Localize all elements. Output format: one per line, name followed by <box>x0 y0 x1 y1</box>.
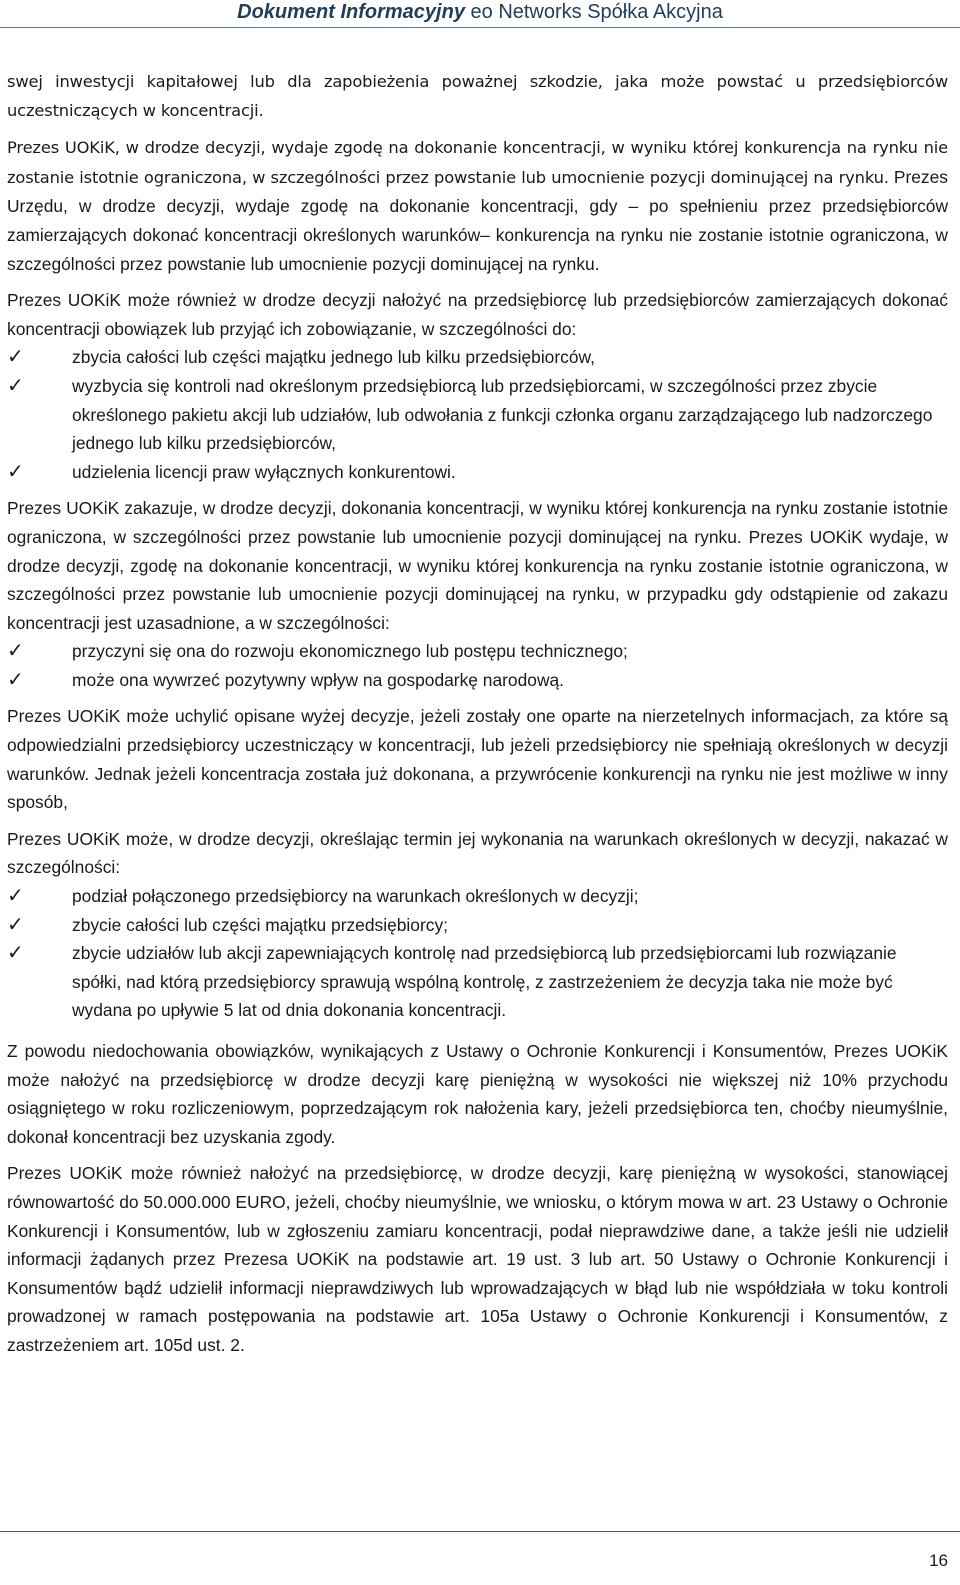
checkmark-icon: ✓ <box>7 913 24 936</box>
list-item <box>7 939 948 1025</box>
paragraph-6: Prezes UOKiK może, w drodze decyzji, określając termin jej wykonania na warunkach określonych w decyzji, nakazać w szczególności: <box>7 828 948 878</box>
checkmark-icon: ✓ <box>7 942 24 965</box>
paragraph-2 <box>7 133 948 278</box>
list-item <box>7 343 948 372</box>
checklist-obligations <box>7 343 948 486</box>
header-title-rest: eo Networks Spółka Akcyjna <box>464 1 723 23</box>
footer-divider <box>0 1531 960 1532</box>
list-item <box>7 911 948 940</box>
list-item-text: przyczyni się ona do rozwoju ekonomicznego lub postępu technicznego; <box>72 641 628 662</box>
paragraph-8: Prezes UOKiK może również nałożyć na przedsiębiorcę, w drodze decyzji, karę pieniężną w wysokości, stanowiącej równowartość do 50.000.000 EURO, jeżeli, choćby nieumyślnie, we wniosku, o którym mowa w art. 23 Ustawy o Ochronie Konkurencji i Konsumentów, lub w zgłoszeniu zamiaru koncentracji, podał nieprawdziwe dane, a także jeśli nie udzielił informacji żądanych przez Prezesa UOKiK na podstawie art. 19 ust. 3 lub art. 50 Ustawy o Ochronie Konkurencji i Konsumentów bądź udzielił informacji nieprawdziwych lub wprowadzających w błąd lub nie współdziała w toku kontroli prowadzonej w ramach postępowania na podstawie art. 105a Ustawy o Ochronie Konkurencji i Konsumentów, z zastrzeżeniem art. 105d ust. 2. <box>7 1163 948 1355</box>
list-item-text: udzielenia licencji praw wyłącznych konkurentowi. <box>72 461 456 482</box>
list-item <box>7 372 948 458</box>
checkmark-icon: ✓ <box>7 885 24 908</box>
page-header <box>0 0 960 26</box>
checkmark-icon: ✓ <box>7 460 24 483</box>
checklist-justifications <box>7 637 948 694</box>
checkmark-icon: ✓ <box>7 346 24 369</box>
list-item-text: zbycia całości lub części majątku jednego lub kilku przedsiębiorców, <box>72 347 595 368</box>
paragraph-4: Prezes UOKiK zakazuje, w drodze decyzji, dokonania koncentracji, w wyniku której konkurencja na rynku zostanie istotnie ograniczona, w szczególności przez powstanie lub umocnienie pozycji dominującej na rynku. Prezes UOKiK wydaje, w drodze decyzji, zgodę na dokonanie koncentracji, w wyniku której konkurencja na rynku zostanie istotnie ograniczona, w szczególności przez powstanie lub umocnienie pozycji dominującej na rynku, w przypadku gdy odstąpienie od zakazu koncentracji jest uzasadnione, a w szczególności: <box>7 498 948 633</box>
checklist-orders <box>7 882 948 1025</box>
paragraph-1: swej inwestycji kapitałowej lub dla zapobieżenia poważnej szkodzie, jaka może powstać u przedsiębiorców uczestniczących w koncentracji. <box>7 72 948 120</box>
header-divider <box>0 27 960 28</box>
list-item-text: zbycie całości lub części majątku przedsiębiorcy; <box>72 914 448 935</box>
list-item <box>7 637 948 666</box>
document-body <box>7 68 948 1360</box>
list-item <box>7 882 948 911</box>
checkmark-icon: ✓ <box>7 640 24 663</box>
list-item <box>7 458 948 487</box>
paragraph-7: Z powodu niedochowania obowiązków, wynikających z Ustawy o Ochronie Konkurencji i Konsumentów, Prezes UOKiK może nałożyć na przedsiębiorcę w drodze decyzji karę pieniężną w wysokości nie większej niż 10% przychodu osiągniętego w roku rozliczeniowym, poprzedzającym rok nałożenia kary, jeżeli przedsiębiorca ten, choćby nieumyślnie, dokonał koncentracji bez uzyskania zgody. <box>7 1041 948 1147</box>
list-item-text: może ona wywrzeć pozytywny wpływ na gospodarkę narodową. <box>72 669 565 690</box>
list-item-text: zbycie udziałów lub akcji zapewniających kontrolę nad przedsiębiorcą lub przedsiębiorcami lub rozwiązanie spółki, nad którą przedsiębiorcy sprawują wspólną kontrolę, z zastrzeżeniem że decyzja taka nie może być wydana po upływie 5 lat od dnia dokonania koncentracji. <box>72 943 897 1021</box>
checkmark-icon: ✓ <box>7 374 24 397</box>
list-item-text: podział połączonego przedsiębiorcy na warunkach określonych w decyzji; <box>72 886 639 907</box>
list-item-text: wyzbycia się kontroli nad określonym przedsiębiorcą lub przedsiębiorcami, w szczególności przez zbycie określonego pakietu akcji lub udziałów, lub odwołania z funkcji członka organu zarządzającego lub nadzorczego jednego lub kilku przedsiębiorców, <box>72 375 933 454</box>
header-title-italic: Dokument Informacyjny <box>237 1 465 23</box>
list-item <box>7 666 948 695</box>
paragraph-2-part-b: Prezes Urzędu, w drodze decyzji, wydaje zgodę na dokonanie koncentracji, gdy – po spełnieniu przez przedsiębiorców zamierzających dokonać koncentracji określonych warunków– konkurencja na rynku nie zostanie istotnie ograniczona, w szczególności przez powstanie lub umocnienie pozycji dominującej na rynku. <box>7 166 948 274</box>
page-number: 16 <box>929 1551 948 1570</box>
paragraph-3: Prezes UOKiK może również w drodze decyzji nałożyć na przedsiębiorcę lub przedsiębiorców zamierzających dokonać koncentracji obowiązek lub przyjąć ich zobowiązanie, w szczególności do: <box>7 290 948 339</box>
paragraph-5: Prezes UOKiK może uchylić opisane wyżej decyzje, jeżeli zostały one oparte na nierzetelnych informacjach, za które są odpowiedzialni przedsiębiorcy uczestniczący w koncentracji, lub jeżeli przedsiębiorcy nie spełniają określonych w decyzji warunków. Jednak jeżeli koncentracja została już dokonana, a przywrócenie konkurencji na rynku nie jest możliwe w inny sposób, <box>7 706 948 813</box>
checkmark-icon: ✓ <box>7 668 24 691</box>
paragraph-2-part-a: Prezes UOKiK, w drodze decyzji, wydaje zgodę na dokonanie koncentracji, w wyniku której konkurencja na rynku nie zostanie istotnie ograniczona, w szczególności przez powstanie lub umocnienie pozycji dominującej na rynku. <box>7 138 948 187</box>
